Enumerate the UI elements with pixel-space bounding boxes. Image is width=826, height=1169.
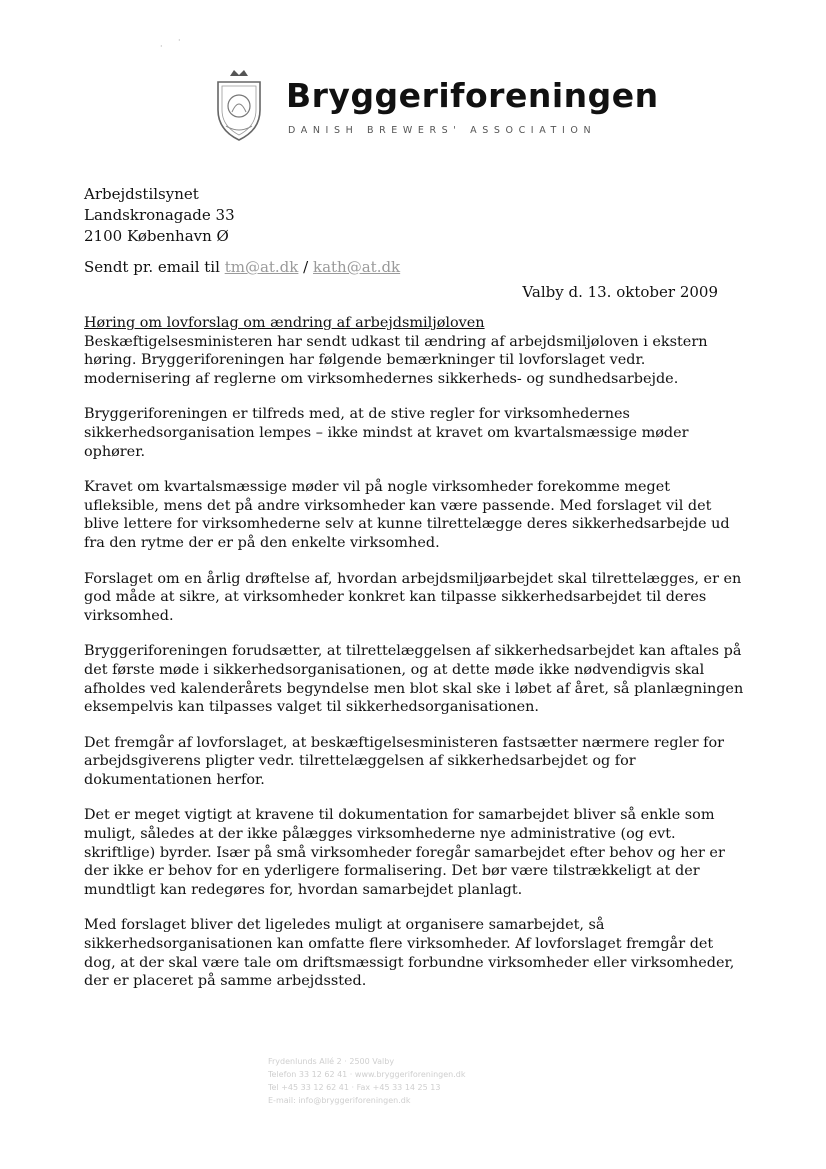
paragraph: Det fremgår af lovforslaget, at beskæftigelsesministeren fastsætter nærmere regler for arbejdsgiverens pligter vedr. tilrettelæggelsen af sikkerhedsarbejdet og for dokumentationen herfor. bbox=[84, 734, 725, 788]
email-separator: / bbox=[303, 258, 309, 276]
letter-body bbox=[84, 314, 744, 1008]
email-prefix: Sendt pr. email til bbox=[84, 258, 220, 276]
footer-line: Frydenlunds Allé 2 · 2500 Valby bbox=[268, 1057, 395, 1066]
paragraph: Bryggeriforeningen forudsætter, at tilrettelæggelsen af sikkerhedsarbejdet kan aftales på det første møde i sikkerhedsorganisationen, og at dette møde ikke nødvendigvis skal afholdes ved kalenderårets begyndelse men blot skal ske i løbet af året, så planlægningen eksempelvis kan tilpasses valget til sikkerhedsorganisationen. bbox=[84, 643, 744, 716]
email-line bbox=[84, 258, 400, 276]
letterhead bbox=[208, 66, 659, 146]
letter-subject: Høring om lovforslag om ændring af arbejdsmiljøloven bbox=[84, 315, 485, 331]
paragraph: Det er meget vigtigt at kravene til dokumentation for samarbejdet bliver så enkle som muligt, således at der ikke pålægges virksomhederne nye administrative (og evt. skriftlige) byrder. Især på små virksomheder foregår samarbejdet efter behov og her er der ikke er behov for en yderligere formalisering. Det bør være tilstrækkeligt at der mundtligt kan redegøres for, hvordan samarbejdet planlagt. bbox=[84, 807, 725, 898]
letter-footer bbox=[268, 1055, 568, 1107]
paragraph: Kravet om kvartalsmæssige møder vil på nogle virksomheder forekomme meget ufleksible, mens det på andre virksomheder kan være passende. Med forslaget vil det blive lettere for virksomhederne selv at kunne tilrettelægge deres sikkerhedsarbejde ud fra den rytme der er på den enkelte virksomhed. bbox=[84, 479, 730, 551]
paragraph: Forslaget om en årlig drøftelse af, hvordan arbejdsmiljøarbejdet skal tilrettelægges, er en god måde at sikre, at virksomheder konkret kan tilpasse sikkerhedsarbejdet til deres virksomhed. bbox=[84, 570, 742, 624]
scan-speck: · bbox=[178, 36, 181, 45]
footer-line: Tel +45 33 12 62 41 · Fax +45 33 14 25 13 bbox=[268, 1083, 441, 1092]
recipient-address bbox=[84, 184, 235, 247]
paragraph: Bryggeriforeningen er tilfreds med, at de stive regler for virksomhedernes sikkerhedsorganisation lempes – ikke mindst at kravet om kvartalsmæssige møder ophører. bbox=[84, 406, 689, 460]
email-link-1[interactable]: tm@at.dk bbox=[224, 258, 299, 276]
footer-line: Telefon 33 12 62 41 · www.bryggeriforeningen.dk bbox=[268, 1070, 466, 1079]
recipient-line: Arbejdstilsynet bbox=[84, 185, 199, 203]
footer-line: E-mail: info@bryggeriforeningen.dk bbox=[268, 1096, 411, 1105]
recipient-line: 2100 København Ø bbox=[84, 227, 229, 245]
paragraph: Med forslaget bliver det ligeledes muligt at organisere samarbejdet, så sikkerhedsorganisationen kan omfatte flere virksomheder. Af lovforslaget fremgår det dog, at der skal være tale om driftsmæssigt forbundne virksomheder eller virksomheder, der er placeret på samme arbejdssted. bbox=[84, 917, 735, 990]
scan-speck: · bbox=[160, 42, 163, 51]
recipient-line: Landskronagade 33 bbox=[84, 206, 235, 224]
brewers-crest-icon bbox=[208, 66, 270, 146]
organization-name: Bryggeriforeningen bbox=[286, 76, 659, 115]
paragraph: Beskæftigelsesministeren har sendt udkast til ændring af arbejdsmiljøloven i ekstern høring. Bryggeriforeningen har følgende bemærkninger til lovforslaget vedr. modernisering af reglerne om virksomhedernes sikkerheds- og sundhedsarbejde. bbox=[84, 333, 708, 387]
email-link-2[interactable]: kath@at.dk bbox=[313, 258, 401, 276]
letter-date: Valby d. 13. oktober 2009 bbox=[522, 283, 718, 301]
organization-subtitle: DANISH BREWERS' ASSOCIATION bbox=[288, 125, 597, 136]
